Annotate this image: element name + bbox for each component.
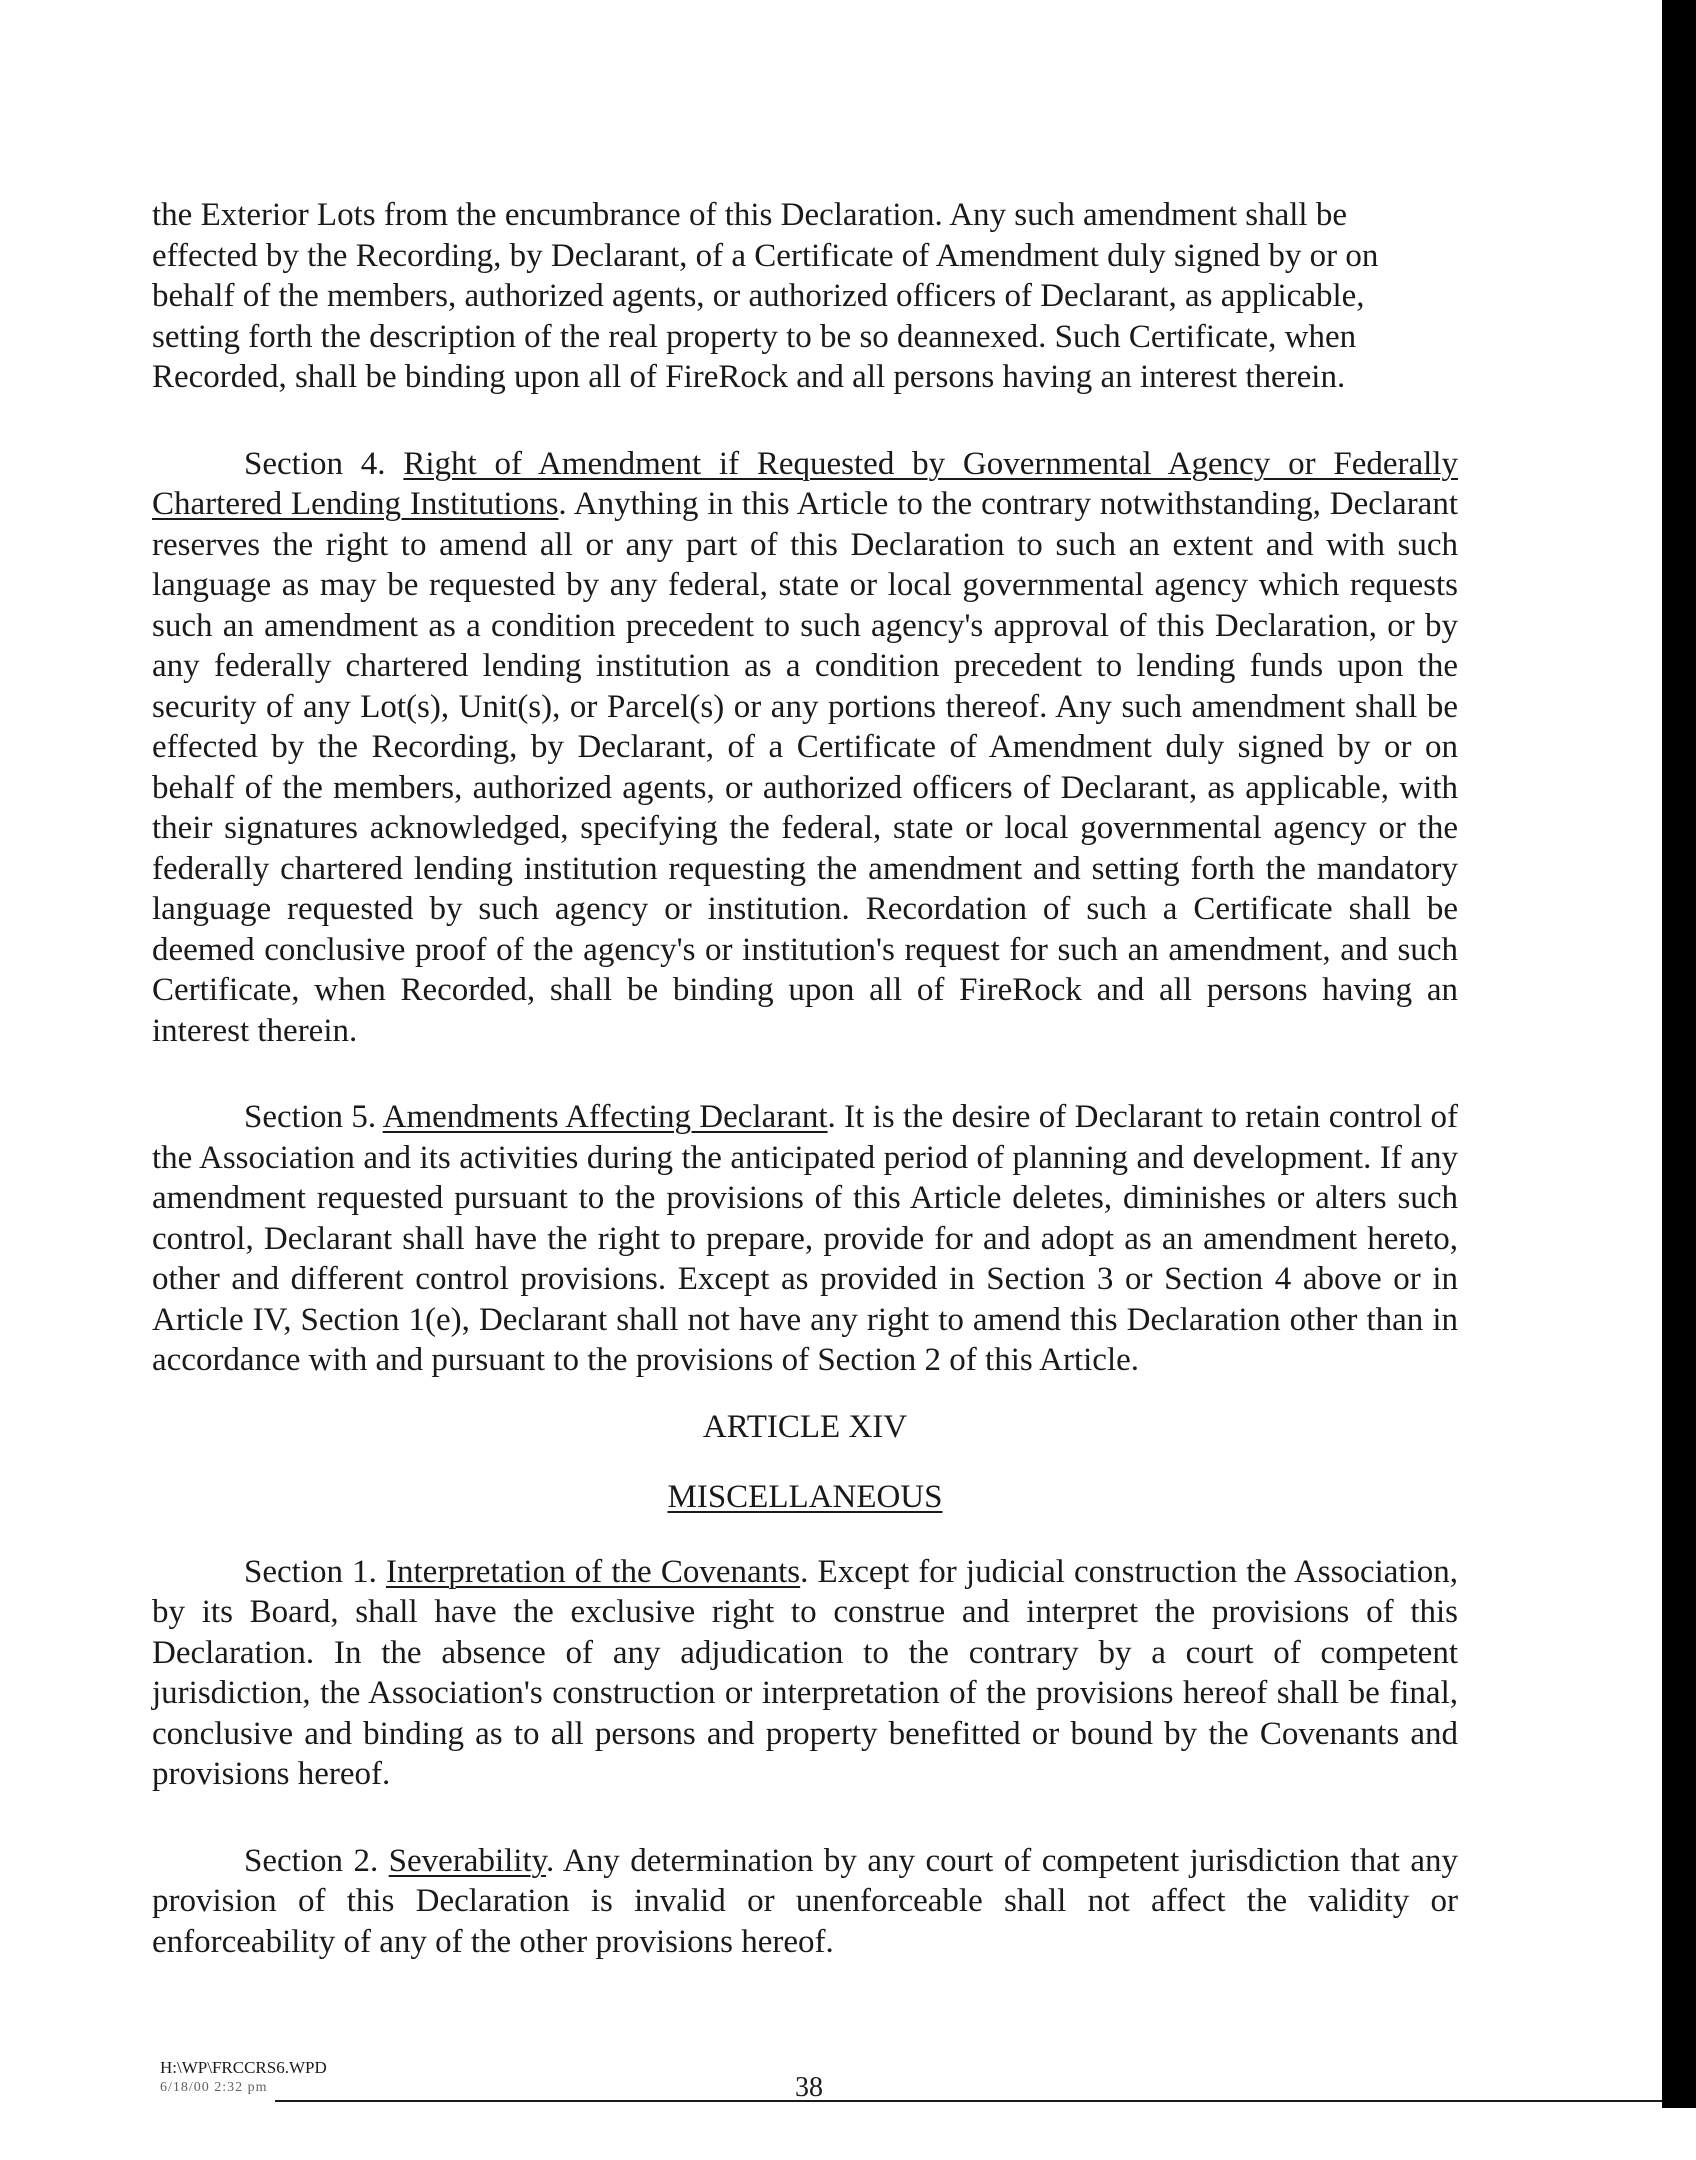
section-4-text: . Anything in this Article to the contrary notwithstanding, Declarant reserves the right to amend all or any part of this Declaration to such an extent and with such language as may be requested by any federal, state or local governmental agency which requests such an amendment as a condition precedent to such agency's approval of this Declaration, or by any federally chartered lending institution as a condition precedent to lending funds upon the security of any Lot(s), Unit(s), or Parcel(s) or any portions thereof. Any such amendment shall be effected by the Recording, by Declarant, of a Certificate of Amendment duly signed by or on behalf of the members, authorized agents, or authorized officers of Declarant, as applicable, with their signatures acknowledged, specifying the federal, state or local governmental agency or the federally chartered lending institution requesting the amendment and setting forth the mandatory language requested by such agency or institution. Recordation of such a Certificate shall be deemed conclusive proof of the agency's or institution's request for such an amendment, and such Certificate, when Recorded, shall be binding upon all of FireRock and all persons having an interest therein.	[152, 486, 1458, 1049]
section-5-number: Section 5.	[244, 1099, 377, 1135]
article-14-section-2-text: . Any determination by any court of competent jurisdiction that any provision of this Declaration is invalid or unenforceable shall not affect the validity or enforceability of any of the other provisions hereof.	[152, 1842, 1459, 1960]
article-14-section-2-paragraph	[152, 1841, 1458, 1963]
article-heading: ARTICLE XIV	[702, 1408, 908, 1445]
page-number: 38	[795, 2072, 823, 2103]
section-5-paragraph	[152, 1097, 1458, 1381]
section-4-title: Right of Amendment if Requested by Governmental Agency or Federally Chartered Lending Institutions	[152, 445, 1459, 522]
section-5-text: . It is the desire of Declarant to retain control of the Association and its activities during the anticipated period of planning and development. If any amendment requested pursuant to the provisions of this Article deletes, diminishes or alters such control, Declarant shall have the right to prepare, provide for and adopt as an amendment hereto, other and different control provisions. Except as provided in Section 3 or Section 4 above or in Article IV, Section 1(e), Declarant shall not have any right to amend this Declaration other than in accordance with and pursuant to the provisions of Section 2 of this Article.	[152, 1099, 1458, 1378]
section-4-paragraph	[152, 444, 1458, 1052]
footer-timestamp: 6/18/00 2:32 pm	[160, 2080, 268, 2095]
article-14-section-2-title: Severability	[388, 1842, 546, 1879]
article-14-section-2-number: Section 2.	[244, 1842, 379, 1879]
footer-file-info	[160, 2058, 327, 2098]
article-title: MISCELLANEOUS	[667, 1479, 943, 1515]
footer-file-path: H:\WP\FRCCRS6.WPD	[160, 2058, 327, 2077]
footer-rule	[275, 2100, 1662, 2102]
scanner-edge-bar	[1662, 0, 1696, 2108]
intro-paragraph: the Exterior Lots from the encumbrance of this Declaration. Any such amendment shall be effected by the Recording, by Declarant, of a Certificate of Amendment duly signed by or on behalf of the members, authorized agents, or authorized officers of Declarant, as applicable, setting forth the description of the real property to be so deannexed. Such Certificate, when Recorded, shall be binding upon all of FireRock and all persons having an interest therein.	[152, 197, 1379, 395]
section-4-number: Section 4.	[244, 445, 386, 482]
article-14-section-1-paragraph	[152, 1552, 1458, 1795]
article-14-section-1-title: Interpretation of the Covenants	[386, 1553, 801, 1590]
article-14-section-1-text: . Except for judicial construction the Association, by its Board, shall have the exclusive right to construe and interpret the provisions of this Declaration. In the absence of any adjudication to the contrary by a court of competent jurisdiction, the Association's construction or interpretation of the provisions hereof shall be final, conclusive and binding as to all persons and property benefitted or bound by the Covenants and provisions hereof.	[152, 1553, 1458, 1792]
section-5-title: Amendments Affecting Declarant	[382, 1099, 828, 1135]
document-page	[152, 195, 1458, 1962]
article-14-section-1-number: Section 1.	[244, 1553, 377, 1590]
